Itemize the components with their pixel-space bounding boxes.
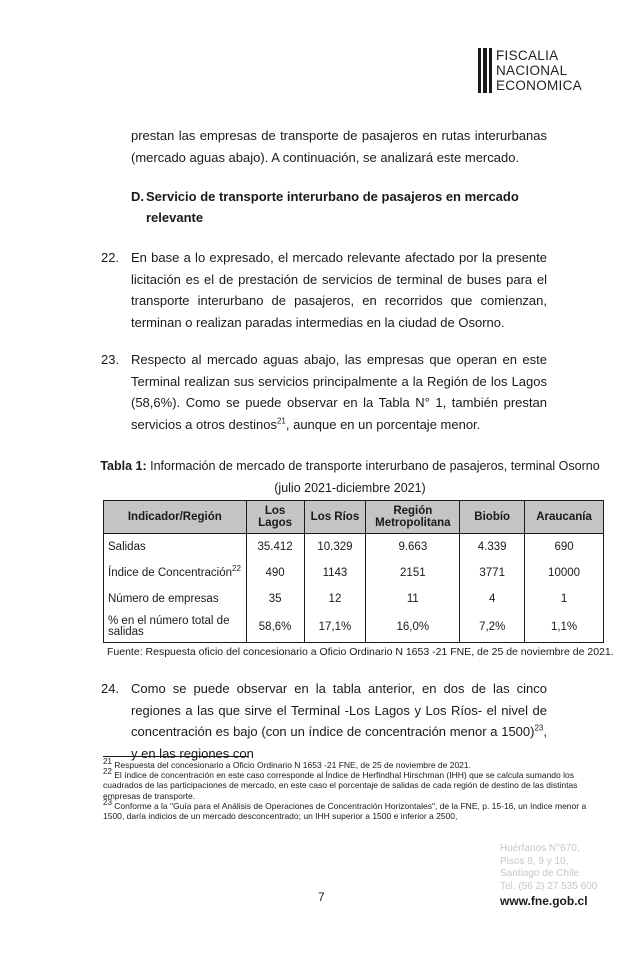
footnote-ref-21: 21	[276, 416, 286, 426]
table-source: Fuente: Respuesta oficio del concesionario a Oficio Ordinario N 1653 -21 FNE, de 25 de noviembre de 2021.	[107, 646, 614, 658]
table-cell: 4.339	[460, 534, 525, 561]
table-row	[104, 612, 604, 643]
header-los-lagos: Los Lagos	[246, 501, 304, 534]
intro-paragraph	[131, 125, 547, 168]
footnote-ref-22: 22	[232, 563, 241, 573]
table-row	[104, 560, 604, 586]
table-cell: 4	[460, 586, 525, 612]
address-line: Tel. (56 2) 27 535 600	[500, 880, 598, 892]
table-row	[104, 586, 604, 612]
table-cell: 2151	[366, 560, 460, 586]
footnote-21: $^{21}$ Respuesta del concesionario a Oficio Ordinario N 1653 -21 FNE, de 25 de noviembre de 2021.	[103, 757, 472, 770]
table-cell: 58,6%	[246, 612, 304, 643]
row-label: % en el número total de salidas	[104, 612, 247, 643]
table-cell: 35	[246, 586, 304, 612]
section-letter: D.	[131, 189, 144, 204]
table-cell: 1143	[304, 560, 366, 586]
table-cell: 10.329	[304, 534, 366, 561]
fne-logo	[478, 48, 582, 93]
section-heading	[131, 186, 556, 228]
logo-text	[496, 48, 582, 93]
paragraph-22	[101, 247, 547, 333]
table-cell: 11	[366, 586, 460, 612]
row-label: Índice de Concentración$^{22}$	[104, 560, 247, 586]
paragraph-text-end: , aunque en un porcentaje menor.	[285, 416, 481, 432]
section-title: Servicio de transporte interurbano de pasajeros en mercado relevante	[146, 189, 519, 225]
table-caption-label: Tabla 1:	[100, 459, 147, 473]
table-cell: 17,1%	[304, 612, 366, 643]
header-biobio: Biobío	[460, 501, 525, 534]
row-label: Salidas	[104, 534, 247, 561]
header-region-metropolitana: Región Metropolitana	[366, 501, 460, 534]
row-label: Número de empresas	[104, 586, 247, 612]
table-cell: 1,1%	[525, 612, 604, 643]
paragraph-text-end: , y en las regiones con	[131, 724, 547, 761]
market-info-table	[103, 500, 604, 643]
table-cell: 12	[304, 586, 366, 612]
table-cell: 9.663	[366, 534, 460, 561]
table-cell: 490	[246, 560, 304, 586]
paragraph-23	[101, 349, 547, 435]
page-number: 7	[318, 890, 325, 904]
website-link[interactable]: www.fne.gob.cl	[500, 894, 588, 908]
footnotes	[103, 757, 603, 822]
table-cell: 10000	[525, 560, 604, 586]
header-indicator: Indicador/Región	[104, 501, 247, 534]
paragraph-number: 23.	[101, 352, 120, 367]
table-cell: 35.412	[246, 534, 304, 561]
logo-line-3: ECONOMICA	[496, 78, 582, 93]
table-row	[104, 534, 604, 561]
address-line: Pisos 8, 9 y 10,	[500, 855, 569, 867]
paragraph-text: Respecto al mercado aguas abajo, las empresas que operan en este Terminal realizan sus servicios principalmente a la Región de los Lagos (58,6%). Como se puede observar en la Tabla N° 1, también prestan servicios a otros destinos	[131, 352, 547, 432]
header-los-rios: Los Ríos	[304, 501, 366, 534]
paragraph-number: 22.	[101, 250, 120, 265]
paragraph-text: Como se puede observar en la tabla anterior, en dos de las cinco regiones a las que sirve el Terminal -Los Lagos y Los Ríos- el nivel de concentración es bajo (con un índice de concentración menor a 1500)	[131, 681, 547, 739]
table-caption	[100, 455, 600, 499]
logo-line-1: FISCALIA	[496, 48, 559, 63]
address-line: Huérfanos N°670,	[500, 843, 580, 854]
table-cell: 3771	[460, 560, 525, 586]
paragraph-text: En base a lo expresado, el mercado relevante afectado por la presente licitación es el de prestación de servicios de terminal de buses para el transporte interurbano de pasajeros, en recorridos que comienzan, terminan o realizan paradas intermedias en la ciudad de Osorno.	[131, 250, 547, 330]
table-caption-text: Información de mercado de transporte interurbano de pasajeros, terminal Osorno (julio 2021-diciembre 2021)	[146, 459, 600, 495]
table-cell: 1	[525, 586, 604, 612]
paragraph-number: 24.	[101, 681, 120, 696]
table-cell: 16,0%	[366, 612, 460, 643]
logo-bars-icon	[478, 48, 492, 93]
intro-text: prestan las empresas de transporte de pasajeros en rutas interurbanas (mercado aguas abajo). A continuación, se analizará este mercado.	[131, 128, 547, 165]
footnote-23: $^{23}$ Conforme a la "Guía para el Análisis de Operaciones de Concentración Horizontales", de la FNE, p. 15-16, un índice menor a 1500, daría indicios de un mercado desconcentrado; un IHH superior a 1500 e inferior a 2500,	[103, 797, 587, 822]
logo-line-2: NACIONAL	[496, 63, 568, 78]
header-araucania: Araucanía	[525, 501, 604, 534]
table-cell: 690	[525, 534, 604, 561]
address-line: Santiago de Chile	[500, 868, 579, 879]
footnote-22: $^{22}$ El índice de concentración en este caso corresponde al Índice de Herfindhal Hirschman (IHH) que se calcula sumando los cuadrados de las participaciones de mercado, en este caso el porcentaje de salidas de cada región de destino de las distintas empresas de transporte.	[103, 767, 578, 801]
footnote-ref-23: 23	[534, 723, 544, 733]
footnote-divider	[103, 756, 248, 757]
table-header-row	[104, 501, 604, 534]
footer-address	[500, 843, 597, 893]
table-cell: 7,2%	[460, 612, 525, 643]
